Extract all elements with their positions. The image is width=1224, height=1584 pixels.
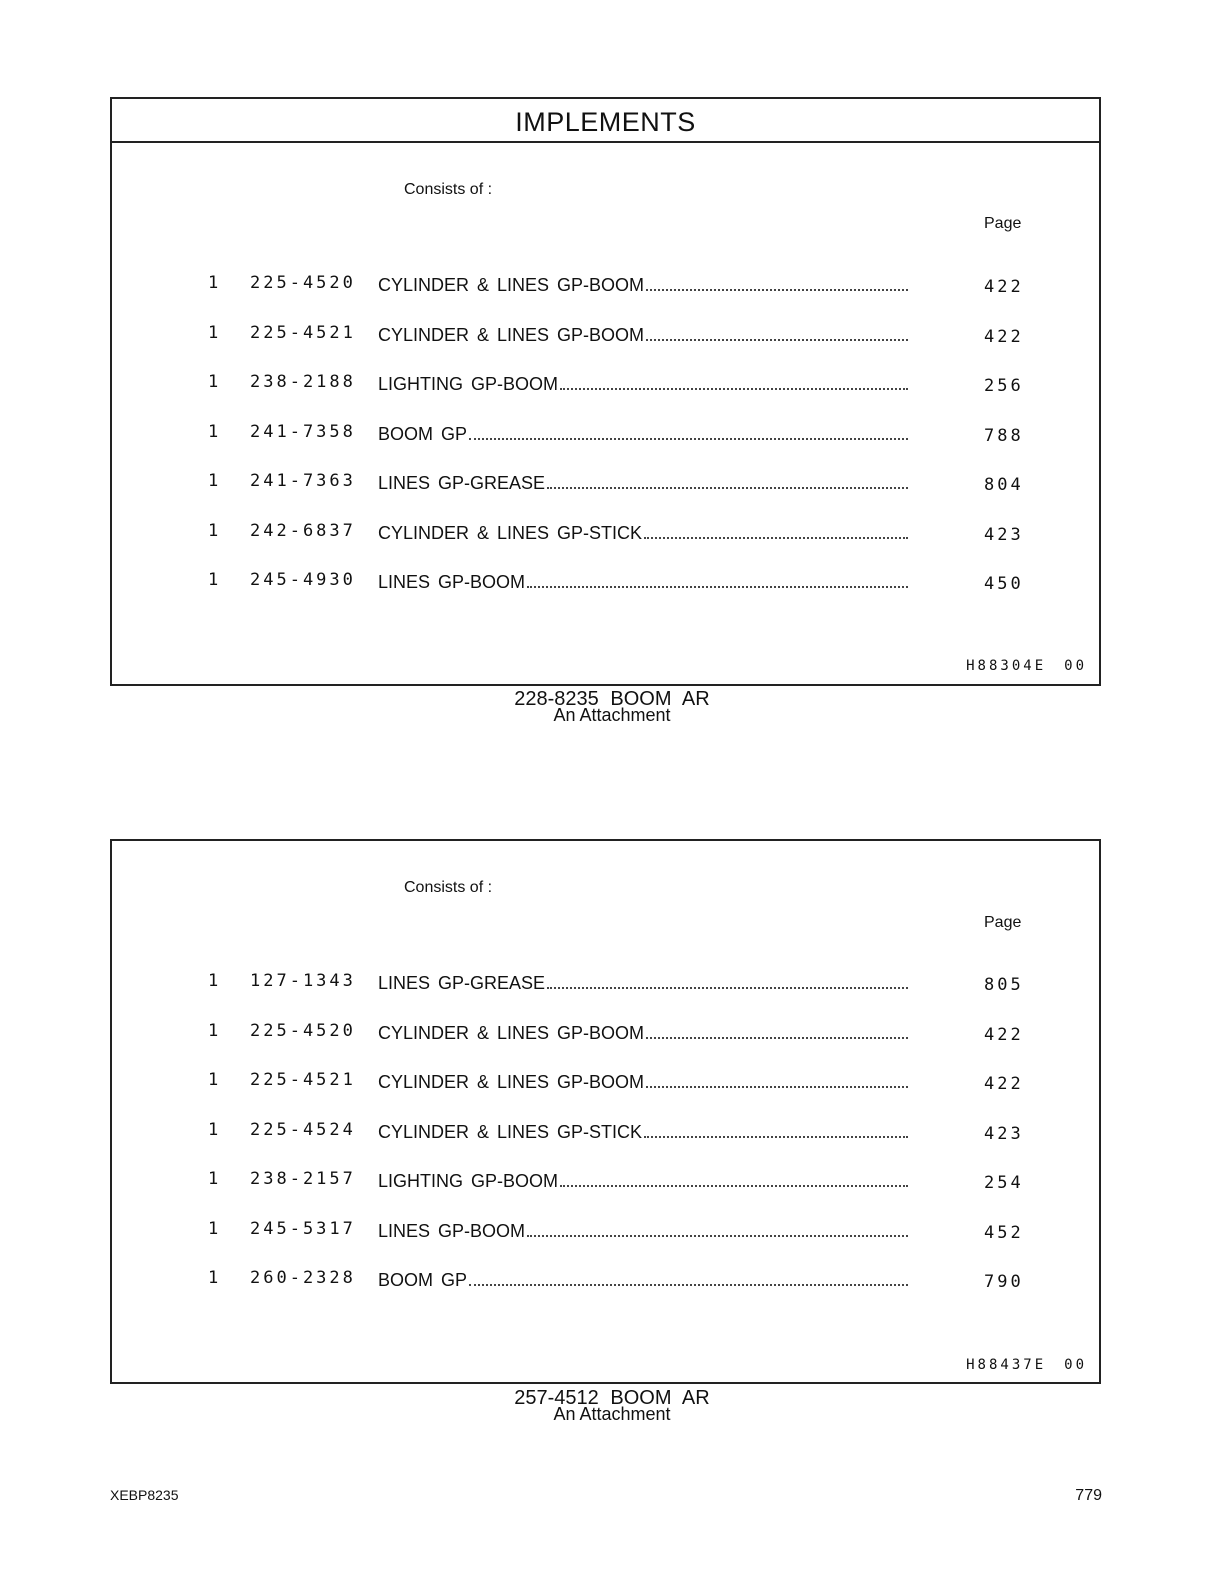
illustration-revision: 00 — [1064, 1357, 1087, 1373]
part-description — [378, 1122, 908, 1143]
description-text: CYLINDER & LINES GP-BOOM — [378, 275, 645, 295]
consists-of-label: Consists of : — [404, 879, 493, 896]
quantity: 1 — [208, 1119, 219, 1140]
quantity: 1 — [208, 570, 219, 590]
page-reference: 423 — [984, 1123, 1024, 1144]
quantity: 1 — [208, 372, 219, 392]
caption-subtitle: An Attachment — [553, 1404, 671, 1424]
part-number: 238-2157 — [250, 1169, 356, 1189]
quantity: 1 — [208, 421, 219, 442]
dot-leader — [646, 1072, 908, 1088]
part-description — [378, 374, 908, 395]
description-text: CYLINDER & LINES GP-BOOM — [378, 324, 645, 345]
parts-list-row — [112, 973, 1099, 997]
section-header: IMPLEMENTS — [112, 99, 1099, 143]
description-text: LINES GP-BOOM — [378, 572, 526, 592]
description-text: BOOM GP — [378, 423, 468, 444]
parts-list-row — [112, 473, 1099, 497]
description-text: LINES GP-BOOM — [378, 1220, 526, 1241]
parts-list-row — [112, 572, 1099, 596]
part-number: 260-2328 — [250, 1268, 356, 1288]
part-number: 225-4521 — [250, 322, 356, 343]
quantity: 1 — [208, 1020, 219, 1041]
page-reference: 254 — [984, 1173, 1024, 1193]
quantity: 1 — [208, 1268, 219, 1288]
parts-list-row — [112, 275, 1099, 299]
page-reference: 790 — [984, 1272, 1024, 1292]
dot-leader — [560, 374, 908, 390]
part-number: 225-4524 — [250, 1119, 356, 1140]
description-text: CYLINDER & LINES GP-STICK — [378, 522, 643, 543]
dot-leader — [644, 523, 908, 539]
parts-list-row — [112, 1171, 1099, 1195]
page-reference: 804 — [984, 475, 1024, 495]
part-description — [378, 572, 908, 593]
panel-1-caption — [0, 688, 1224, 726]
part-number: 241-7358 — [250, 421, 356, 442]
parts-list-row — [112, 1072, 1099, 1096]
parts-list-row — [112, 1218, 1099, 1245]
page-column-header: Page — [984, 215, 1022, 232]
consists-of-label: Consists of : — [404, 181, 493, 198]
part-description — [378, 523, 908, 544]
illustration-id: H88437E — [966, 1357, 1047, 1373]
description-text: LIGHTING GP-BOOM — [378, 1171, 559, 1191]
parts-list-row — [112, 1270, 1099, 1294]
quantity: 1 — [208, 520, 219, 541]
quantity: 1 — [208, 1169, 219, 1189]
part-description — [378, 325, 908, 346]
dot-leader — [560, 1171, 908, 1187]
description-text: CYLINDER & LINES GP-BOOM — [378, 1022, 645, 1043]
part-description — [378, 973, 908, 994]
attachment-panel-2 — [110, 839, 1101, 1384]
page-number: 779 — [1075, 1487, 1102, 1504]
part-number: 225-4520 — [250, 1020, 356, 1041]
caption-title: 257-4512 BOOM AR — [514, 1387, 710, 1409]
quantity: 1 — [208, 471, 219, 491]
page-reference: 422 — [984, 326, 1024, 347]
part-description — [378, 275, 908, 296]
parts-list-row — [112, 374, 1099, 398]
dot-leader — [646, 1023, 908, 1039]
illustration-id: H88304E — [966, 658, 1047, 674]
dot-leader — [646, 325, 908, 341]
part-number: 241-7363 — [250, 471, 356, 491]
dot-leader — [644, 1122, 908, 1138]
part-description — [378, 473, 908, 494]
part-number: 127-1343 — [250, 971, 356, 991]
illustration-code — [966, 1357, 1087, 1373]
description-text: BOOM GP — [378, 1270, 468, 1290]
part-number: 225-4521 — [250, 1070, 356, 1090]
part-number: 238-2188 — [250, 372, 356, 392]
quantity: 1 — [208, 322, 219, 343]
quantity: 1 — [208, 1218, 219, 1239]
page-reference: 422 — [984, 277, 1024, 297]
quantity: 1 — [208, 971, 219, 991]
quantity: 1 — [208, 273, 219, 293]
part-number: 245-5317 — [250, 1218, 356, 1239]
page-column-header: Page — [984, 914, 1022, 931]
description-text: LINES GP-GREASE — [378, 473, 546, 493]
dot-leader — [469, 1270, 908, 1286]
description-text: LINES GP-GREASE — [378, 973, 546, 993]
parts-list-row — [112, 1119, 1099, 1146]
dot-leader — [547, 973, 908, 989]
page-reference: 450 — [984, 574, 1024, 594]
page-reference: 422 — [984, 1074, 1024, 1094]
part-description — [378, 1171, 908, 1192]
part-number: 242-6837 — [250, 520, 356, 541]
illustration-revision: 00 — [1064, 658, 1087, 674]
part-description — [378, 1023, 908, 1044]
page-reference: 452 — [984, 1222, 1024, 1243]
part-description — [378, 1072, 908, 1093]
parts-list-row — [112, 1020, 1099, 1047]
illustration-code — [966, 658, 1087, 674]
dot-leader — [646, 275, 908, 291]
description-text: CYLINDER & LINES GP-BOOM — [378, 1072, 645, 1092]
quantity: 1 — [208, 1070, 219, 1090]
description-text: LIGHTING GP-BOOM — [378, 374, 559, 394]
attachment-panel-1 — [110, 97, 1101, 686]
parts-list-row — [112, 421, 1099, 448]
part-number: 225-4520 — [250, 273, 356, 293]
part-description — [378, 1221, 908, 1242]
dot-leader — [527, 1221, 908, 1237]
part-description — [378, 424, 908, 445]
dot-leader — [469, 424, 908, 440]
part-number: 245-4930 — [250, 570, 356, 590]
page-reference: 788 — [984, 425, 1024, 446]
page-reference: 805 — [984, 975, 1024, 995]
description-text: CYLINDER & LINES GP-STICK — [378, 1121, 643, 1142]
page-reference: 256 — [984, 376, 1024, 396]
part-description — [378, 1270, 908, 1291]
document-id: XEBP8235 — [110, 1487, 179, 1503]
parts-list-row — [112, 520, 1099, 547]
page-reference: 422 — [984, 1024, 1024, 1045]
caption-title: 228-8235 BOOM AR — [514, 688, 710, 710]
dot-leader — [527, 572, 908, 588]
dot-leader — [547, 473, 908, 489]
panel-2-caption — [0, 1387, 1224, 1425]
parts-list-row — [112, 322, 1099, 349]
caption-subtitle: An Attachment — [553, 705, 671, 725]
page-reference: 423 — [984, 524, 1024, 545]
